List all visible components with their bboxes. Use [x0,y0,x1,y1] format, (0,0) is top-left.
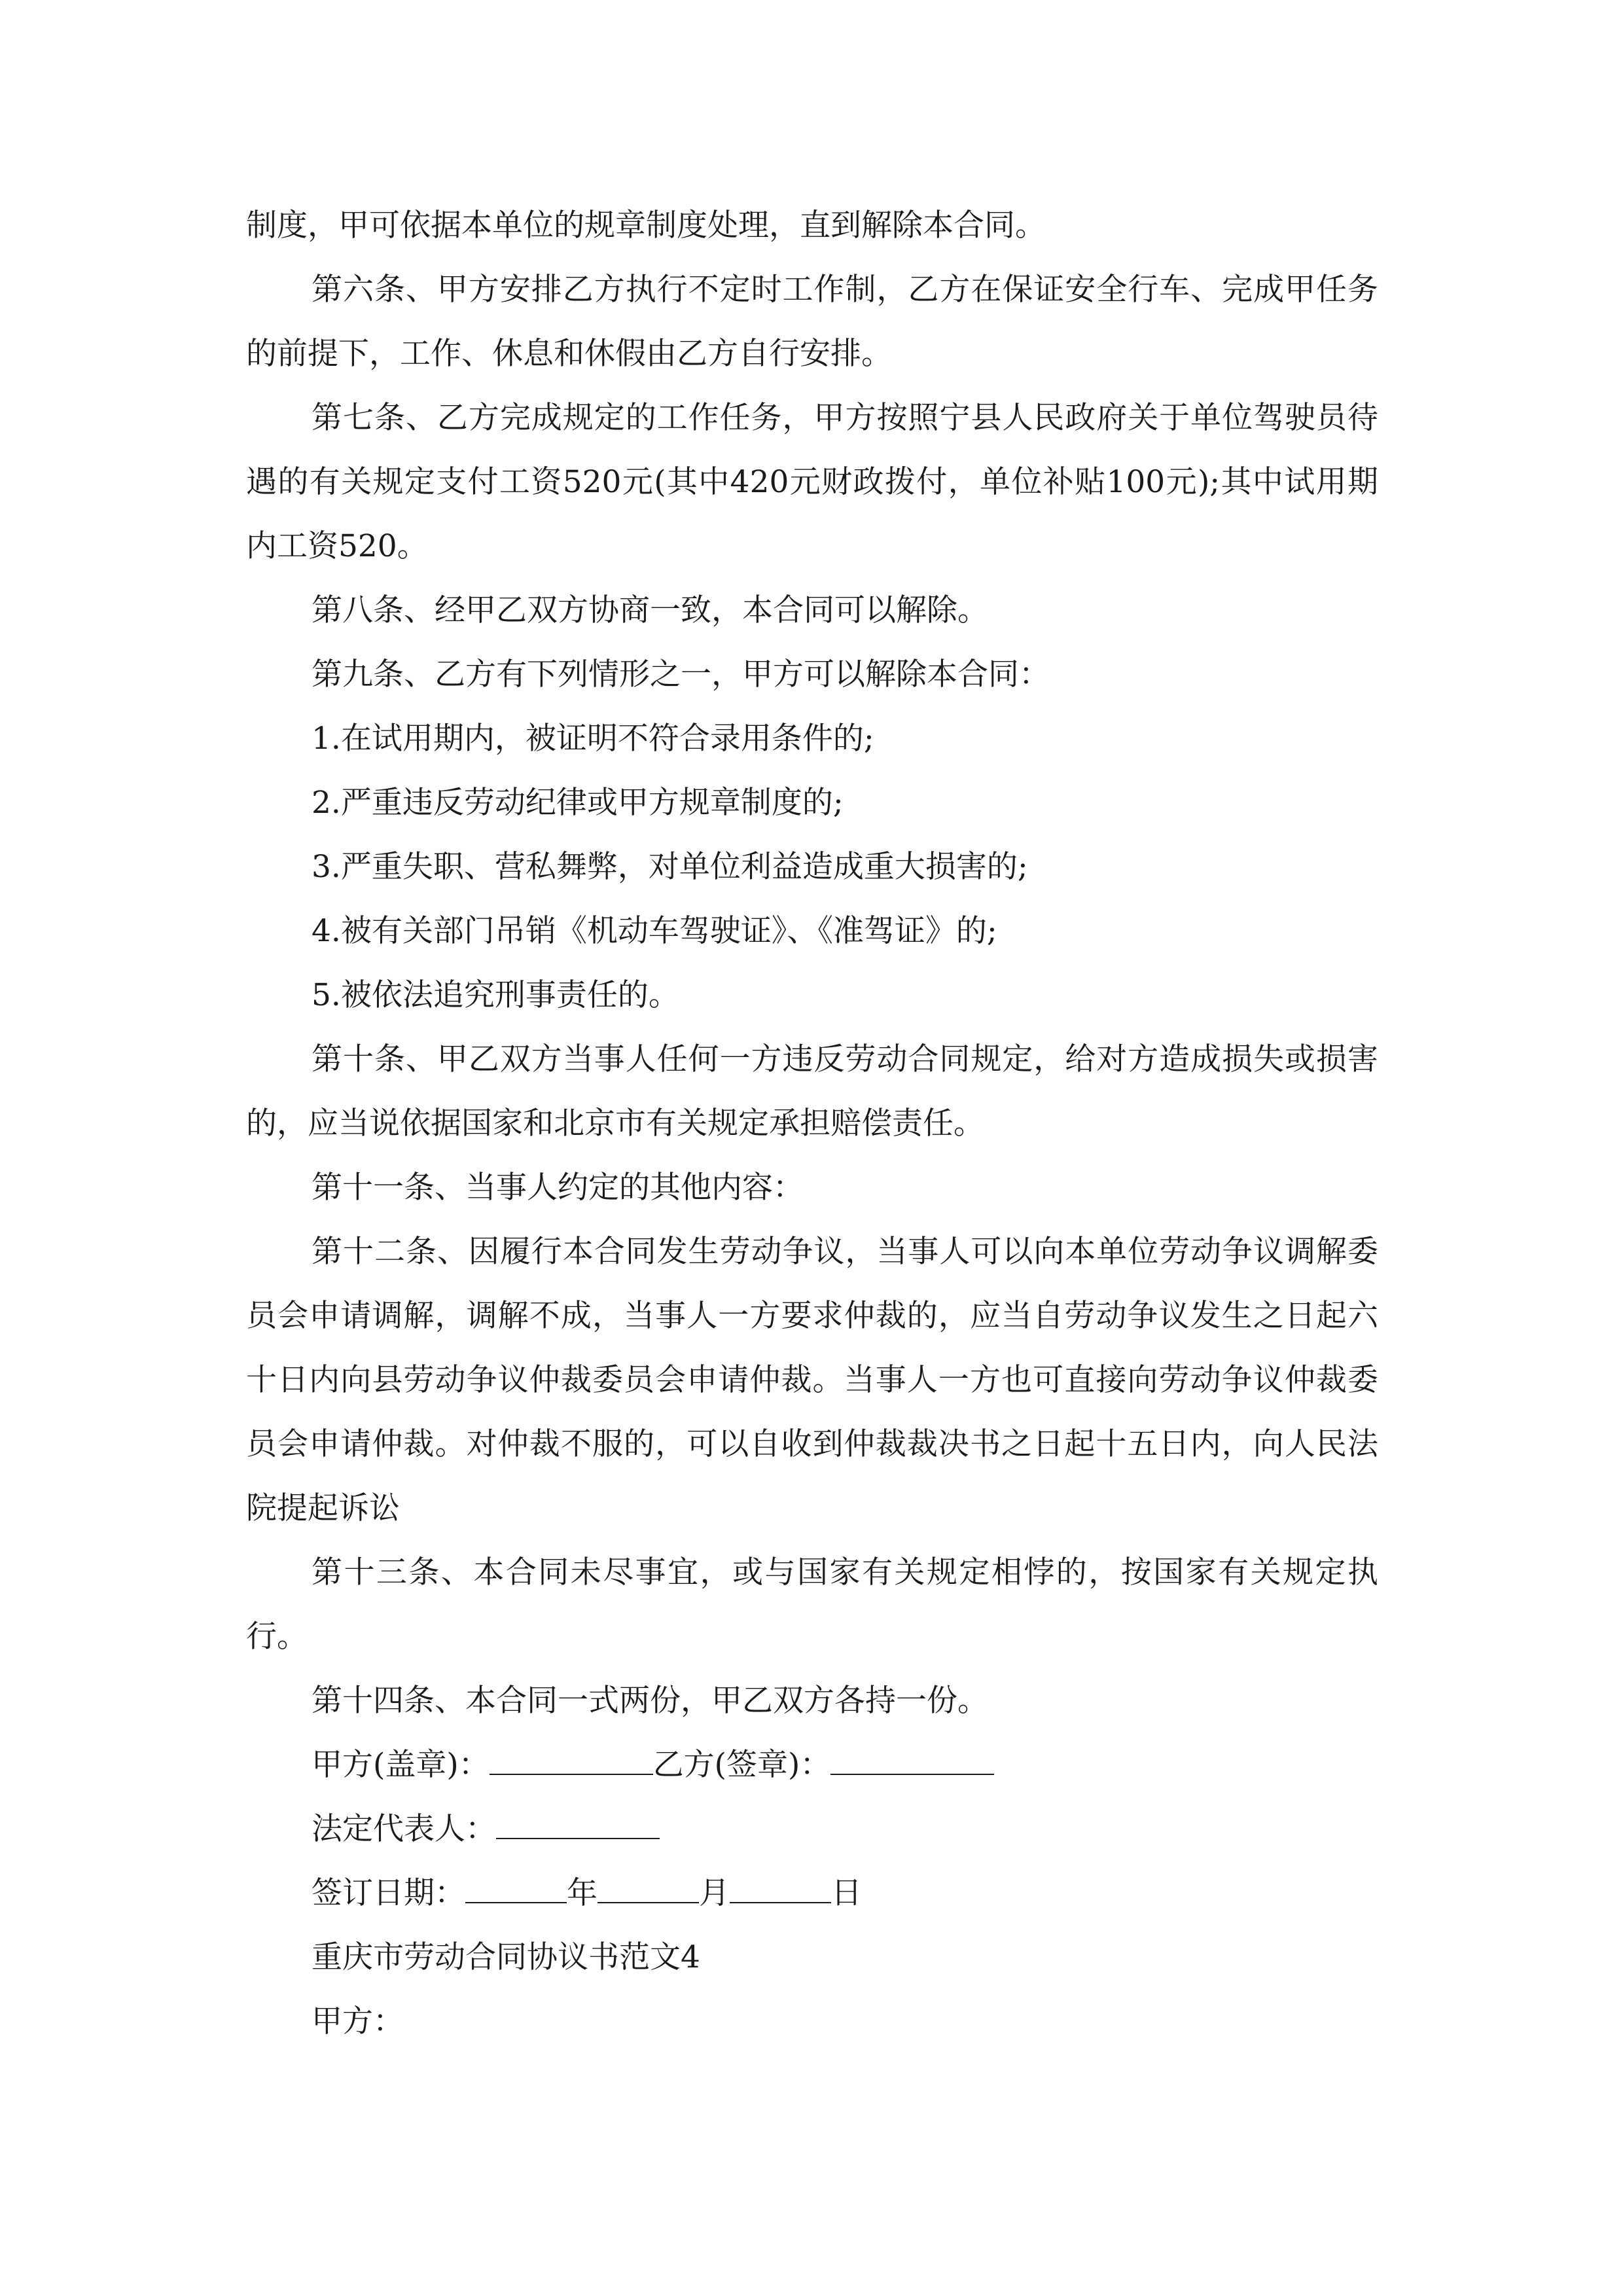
article-9: 第九条、乙方有下列情形之一，甲方可以解除本合同： [312,656,1050,692]
legal-rep-label: 法定代表人： [312,1811,496,1847]
article-9-item-4: 4.被有关部门吊销《机动车驾驶证》、《准驾证》的; [312,913,997,949]
signing-date-label: 签订日期： [312,1875,465,1911]
year-label: 年 [567,1875,597,1911]
signing-date-line [246,1861,1378,1926]
article-9-item-2: 2.严重违反劳动纪律或甲方规章制度的; [312,785,844,821]
article-7: 第七条、乙方完成规定的工作任务，甲方按照宁县人民政府关于单位驾驶员待遇的有关规定支付工资520元(其中420元财政拨付，单位补贴100元);其中试用期内工资520。 [246,400,1378,564]
party-a-seal-blank[interactable] [490,1748,653,1775]
article-10: 第十条、甲乙双方当事人任何一方违反劳动合同规定，给对方造成损失或损害的，应当说依据国家和北京市有关规定承担赔偿责任。 [246,1041,1378,1141]
article-12: 第十二条、因履行本合同发生劳动争议，当事人可以向本单位劳动争议调解委员会申请调解，调解不成，当事人一方要求仲裁的，应当自劳动争议发生之日起六十日内向县劳动争议仲裁委员会申请仲裁。当事人一方也可直接向劳动争议仲裁委员会申请仲裁。对仲裁不服的，可以自收到仲裁裁决书之日起十五日内，向人民法院提起诉讼 [246,1234,1378,1526]
next-party-a-label: 甲方： [312,2003,404,2039]
paragraph-continuation: 制度，甲可依据本单位的规章制度处理，直到解除本合同。 [246,207,1046,243]
party-b-sign-blank[interactable] [830,1748,994,1775]
month-blank[interactable] [597,1876,699,1903]
article-9-item-5: 5.被依法追究刑事责任的。 [312,977,679,1013]
day-label: 日 [831,1875,862,1911]
article-9-item-1: 1.在试用期内，被证明不符合录用条件的; [312,721,874,757]
article-6: 第六条、甲方安排乙方执行不定时工作制，乙方在保证安全行车、完成甲任务的前提下，工作、休息和休假由乙方自行安排。 [246,272,1378,372]
signature-parties-line [246,1733,1378,1797]
article-11: 第十一条、当事人约定的其他内容： [312,1170,804,1206]
month-label: 月 [699,1875,730,1911]
year-blank[interactable] [465,1876,567,1903]
article-14: 第十四条、本合同一式两份，甲乙双方各持一份。 [312,1683,988,1719]
article-13: 第十三条、本合同未尽事宜，或与国家有关规定相悖的，按国家有关规定执行。 [246,1554,1378,1655]
article-9-item-3: 3.严重失职、营私舞弊，对单位利益造成重大损害的; [312,849,1028,885]
article-8: 第八条、经甲乙双方协商一致，本合同可以解除。 [312,592,988,628]
document-body [246,194,1378,2054]
next-section-title: 重庆市劳动合同协议书范文4 [312,1939,700,1975]
party-a-seal-label: 甲方(盖章)： [312,1747,490,1783]
party-b-sign-label: 乙方(签章)： [652,1747,831,1783]
day-blank[interactable] [730,1876,831,1903]
legal-rep-blank[interactable] [496,1812,660,1839]
legal-representative-line [246,1797,1378,1861]
